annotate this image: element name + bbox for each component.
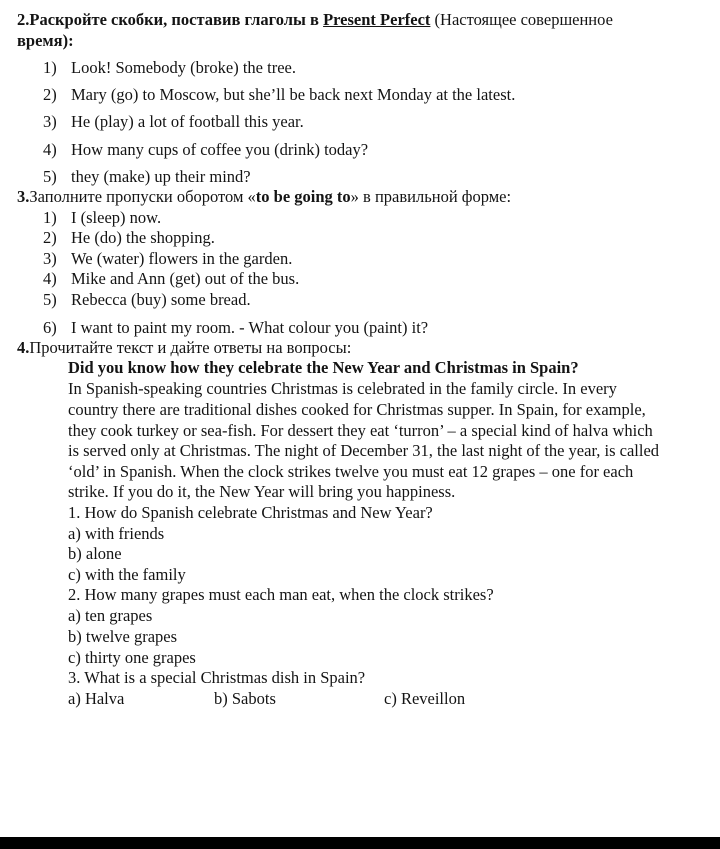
task4-text-line-5: ‘old’ in Spanish. When the clock strikes twelve you must eat 12 grapes – one for each xyxy=(68,462,634,481)
task2-number: 2. xyxy=(17,10,30,29)
question-1-option-a: a) with friends xyxy=(68,524,165,543)
question-1-option-b: b) alone xyxy=(68,544,122,563)
task2-item-2: 2) Mary (go) to Moscow, but she’ll be back next Monday at the latest. xyxy=(43,85,516,104)
task3-title xyxy=(17,187,511,207)
question-3-option-c: c) Reveillon xyxy=(384,689,466,708)
task3-item-3: 3) We (water) flowers in the garden. xyxy=(43,249,293,268)
task3-number: 3. xyxy=(17,187,30,206)
task2-item-4: 4) How many cups of coffee you (drink) today? xyxy=(43,140,369,159)
question-3-option-b: b) Sabots xyxy=(214,689,276,708)
task4-title-text: Прочитайте текст и дайте ответы на вопросы: xyxy=(29,338,352,357)
bottom-bar xyxy=(0,837,720,849)
task3-item-5: 5) Rebecca (buy) some bread. xyxy=(43,290,251,309)
question-2: 2. How many grapes must each man eat, when the clock strikes? xyxy=(68,585,494,604)
task3-item-1: 1) I (sleep) now. xyxy=(43,208,162,227)
task2-title-tense: Present Perfect xyxy=(323,10,431,29)
task4-text-line-4: is served only at Christmas. The night of December 31, the last night of the year, is called xyxy=(68,441,660,460)
question-3: 3. What is a special Christmas dish in Spain? xyxy=(68,668,366,687)
task3-item-4: 4) Mike and Ann (get) out of the bus. xyxy=(43,269,300,288)
task4-text-line-6: strike. If you do it, the New Year will bring you happiness. xyxy=(68,482,456,501)
task4-text-line-1: In Spanish-speaking countries Christmas is celebrated in the family circle. In every xyxy=(68,379,617,398)
task4-text-line-2: country there are traditional dishes cooked for Christmas supper. In Spain, for example, xyxy=(68,400,646,419)
task4-number: 4. xyxy=(17,338,30,357)
task2-title-line2: время): xyxy=(17,31,74,50)
task2-item-3: 3) He (play) a lot of football this year. xyxy=(43,112,304,131)
task3-title-post: » в правильной форме: xyxy=(350,187,512,206)
task3-title-bold: to be going to xyxy=(255,187,351,206)
question-2-option-a: a) ten grapes xyxy=(68,606,153,625)
task3-item-6: 6) I want to paint my room. - What colour you (paint) it? xyxy=(43,318,429,337)
task2-item-5: 5) they (make) up their mind? xyxy=(43,167,251,186)
question-1: 1. How do Spanish celebrate Christmas and New Year? xyxy=(68,503,433,522)
task4-text-heading: Did you know how they celebrate the New Year and Christmas in Spain? xyxy=(68,358,579,377)
question-2-option-c: c) thirty one grapes xyxy=(68,648,196,667)
task3-item-2: 2) He (do) the shopping. xyxy=(43,228,215,247)
task3-title-pre: Заполните пропуски оборотом « xyxy=(29,187,256,206)
task2-title-post: (Настоящее совершенное xyxy=(434,10,613,29)
question-3-option-a: a) Halva xyxy=(68,689,125,708)
question-1-option-c: c) with the family xyxy=(68,565,186,584)
task2-item-1: 1) Look! Somebody (broke) the tree. xyxy=(43,58,296,77)
question-2-option-b: b) twelve grapes xyxy=(68,627,178,646)
task4-text-line-3: they cook turkey or sea-fish. For dessert they eat ‘turron’ – a special kind of halva which xyxy=(68,421,653,440)
task2-title xyxy=(17,10,613,30)
task4-title xyxy=(17,338,351,358)
task2-title-pre: Раскройте скобки, поставив глаголы в xyxy=(29,10,319,29)
